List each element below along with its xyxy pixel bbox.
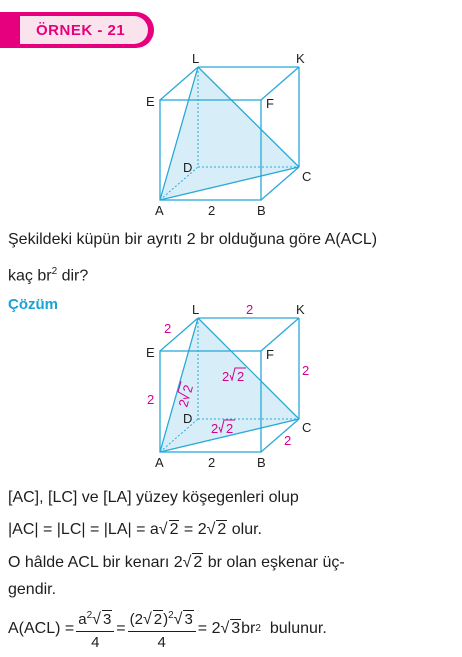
diagonal-LC-radicand: 2 bbox=[237, 369, 245, 384]
fraction-1 bbox=[76, 607, 114, 652]
f2-sqrt-2: √ 3 bbox=[173, 610, 193, 628]
edge-EL-length: 2 bbox=[164, 321, 172, 336]
formula-lhs: A(ACL) = bbox=[8, 620, 75, 637]
question-text-1: Şekildeki küpün bir ayrıtı 2 br olduğuna göre A(ACL) bbox=[8, 231, 378, 248]
formula-rhs-a: = 2 bbox=[197, 620, 221, 637]
question-line-1 bbox=[8, 230, 377, 250]
edge-BC-length: 2 bbox=[284, 433, 292, 448]
vertex-D: D bbox=[183, 160, 193, 175]
edge-AB-length-2: 2 bbox=[208, 455, 216, 470]
formula-rhs-exponent: 2 bbox=[255, 623, 261, 634]
solution-line-4: gendir. bbox=[8, 581, 57, 598]
fraction-1-numerator bbox=[76, 607, 114, 632]
f2-radicand-1: 2 bbox=[153, 610, 163, 628]
solution-line-3-text-b: br olan eşkenar üç- bbox=[203, 554, 345, 571]
sqrt-1-radicand: 2 bbox=[169, 521, 179, 538]
f1-exponent: 2 bbox=[86, 609, 93, 621]
vertex-K: K bbox=[296, 51, 305, 66]
question-text-3: dir? bbox=[57, 267, 89, 285]
vertex-C-2: C bbox=[302, 420, 312, 435]
f2-sqrt-1: √ 2 bbox=[142, 610, 163, 628]
vertex-B: B bbox=[257, 203, 266, 218]
f1-sqrt: √ 3 bbox=[92, 610, 112, 628]
rhs-radicand: 3 bbox=[231, 620, 241, 637]
vertex-A-2: A bbox=[155, 455, 164, 470]
sqrt-3: √ 2 bbox=[182, 554, 203, 571]
fraction-1-denominator: 4 bbox=[91, 633, 100, 651]
vertex-L-2: L bbox=[192, 302, 200, 317]
f1-a: a bbox=[78, 610, 87, 628]
vertex-K-2: K bbox=[296, 302, 305, 317]
diagonal-AC-coef: 2 bbox=[211, 421, 219, 436]
question-line-2 bbox=[8, 262, 88, 286]
edge-LK-length: 2 bbox=[246, 302, 254, 317]
fraction-2 bbox=[128, 607, 196, 652]
example-title: ÖRNEK - 21 bbox=[20, 16, 148, 44]
sqrt-2: √ 2 bbox=[206, 521, 227, 538]
edge-KC-length: 2 bbox=[302, 363, 310, 378]
vertex-F-2: F bbox=[266, 347, 274, 362]
cube-figure-2 bbox=[140, 300, 330, 472]
sqrt-3-radicand: 2 bbox=[193, 554, 203, 571]
diagonal-LA-radicand: 2 bbox=[179, 383, 196, 395]
solution-line-2-text-a: |AC| = |LC| = |LA| = a bbox=[8, 521, 159, 538]
solution-line-3 bbox=[8, 553, 345, 573]
f1-radicand: 3 bbox=[102, 610, 112, 628]
formula-rhs-b: br bbox=[241, 620, 256, 637]
diagonal-LC-coef: 2 bbox=[222, 369, 230, 384]
rhs-sqrt: √ 3 bbox=[220, 620, 241, 637]
vertex-B-2: B bbox=[257, 455, 266, 470]
f2-a: (2 bbox=[129, 610, 143, 628]
f2-b: ) bbox=[163, 610, 169, 628]
edge-EA-length: 2 bbox=[147, 392, 155, 407]
solution-line-2-text-b: = 2 bbox=[179, 521, 207, 538]
sqrt-2-radicand: 2 bbox=[217, 521, 227, 538]
vertex-E-2: E bbox=[146, 345, 155, 360]
question-unit-exponent: 2 bbox=[51, 266, 58, 277]
solution-heading: Çözüm bbox=[8, 296, 58, 313]
diagonal-AC-radicand: 2 bbox=[226, 421, 234, 436]
formula-rhs-c: bulunur. bbox=[260, 620, 327, 637]
vertex-D-2: D bbox=[183, 411, 193, 426]
question-text-2: kaç br bbox=[8, 267, 52, 285]
diagonal-LA-coef: 2 bbox=[175, 397, 192, 409]
solution-line-2 bbox=[8, 520, 262, 540]
sqrt-1: √ 2 bbox=[158, 521, 179, 538]
vertex-A: A bbox=[155, 203, 164, 218]
solution-line-2-text-c: olur. bbox=[227, 521, 262, 538]
vertex-F: F bbox=[266, 96, 274, 111]
edge-AB-length: 2 bbox=[208, 203, 216, 218]
cube-figure-1 bbox=[140, 48, 330, 220]
fraction-2-denominator: 4 bbox=[157, 633, 166, 651]
solution-line-1: [AC], [LC] ve [LA] yüzey köşegenleri olup bbox=[8, 489, 299, 506]
formula-equals: = bbox=[116, 620, 126, 637]
area-formula bbox=[8, 608, 327, 650]
vertex-L: L bbox=[192, 51, 200, 66]
vertex-E: E bbox=[146, 94, 155, 109]
solution-line-3-text-a: O hâlde ACL bir kenarı 2 bbox=[8, 554, 183, 571]
vertex-C: C bbox=[302, 169, 312, 184]
fraction-2-numerator bbox=[128, 607, 196, 632]
f2-radicand-2: 3 bbox=[184, 610, 193, 628]
f2-exponent: 2 bbox=[168, 609, 174, 621]
